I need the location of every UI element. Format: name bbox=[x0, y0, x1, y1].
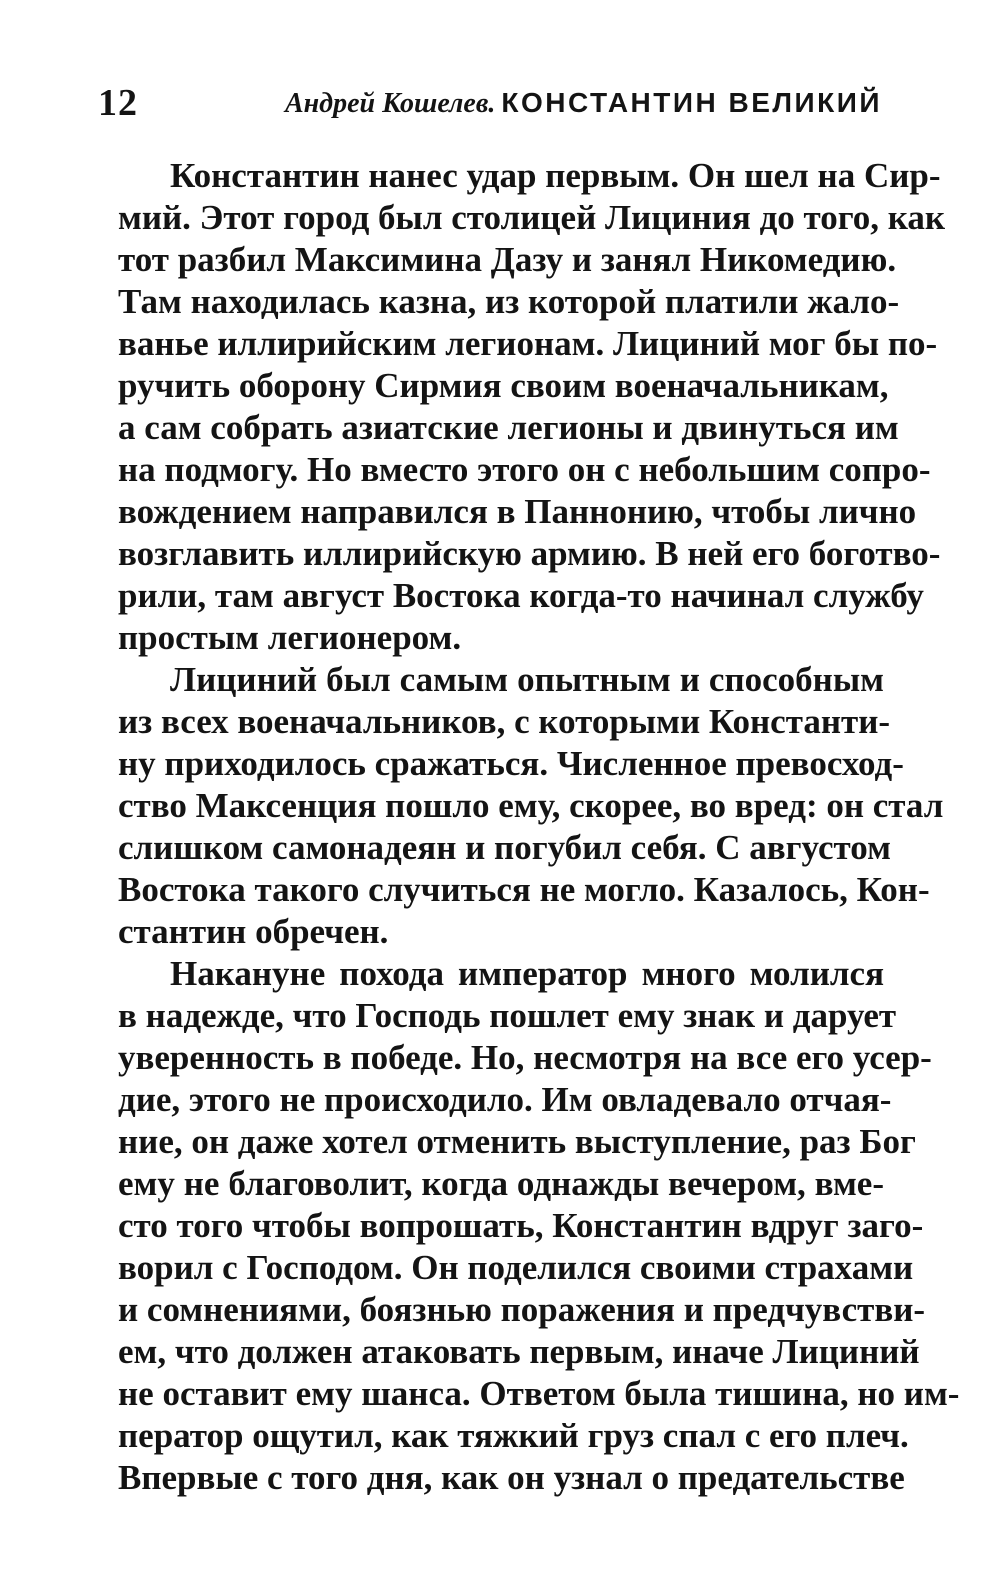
text-line: Лициний был самым опытным и способным bbox=[170, 660, 884, 699]
text-line: возглавить иллирийскую армию. В ней его боготво- bbox=[118, 534, 941, 573]
text-line: ние, он даже хотел отменить выступление, раз Бог bbox=[118, 1122, 916, 1161]
text-line: мий. Этот город был столицей Лициния до того, как bbox=[118, 198, 946, 237]
body-text bbox=[118, 155, 960, 1499]
text-line: Впервые с того дня, как он узнал о предательстве bbox=[118, 1458, 905, 1497]
text-line: а сам собрать азиатские легионы и двинуться им bbox=[118, 408, 899, 447]
running-head bbox=[98, 78, 882, 128]
text-line: ворил с Господом. Он поделился своими страхами bbox=[118, 1248, 914, 1287]
text-line: и сомнениями, боязнью поражения и предчувстви- bbox=[118, 1290, 926, 1329]
text-line: в надежде, что Господь пошлет ему знак и дарует bbox=[118, 996, 897, 1035]
book-title: КОНСТАНТИН ВЕЛИКИЙ bbox=[501, 87, 882, 118]
text-line: уверенность в победе. Но, несмотря на все его усер- bbox=[118, 1038, 932, 1077]
text-line: тот разбил Максимина Дазу и занял Никомедию. bbox=[118, 240, 897, 279]
text-line: из всех военачальников, с которыми Константи- bbox=[118, 702, 891, 741]
text-line: Там находилась казна, из которой платили жало- bbox=[118, 282, 900, 321]
text-line: слишком самонадеян и погубил себя. С августом bbox=[118, 828, 891, 867]
author-name: Андрей Кошелев. bbox=[284, 88, 496, 119]
text-line: Константин нанес удар первым. Он шел на Сир- bbox=[170, 156, 941, 195]
text-line: Накануне похода император много молился bbox=[170, 954, 884, 993]
page-number: 12 bbox=[98, 82, 138, 124]
text-line: ство Максенция пошло ему, скорее, во вред: он стал bbox=[118, 786, 944, 825]
text-line: ем, что должен атаковать первым, иначе Лициний bbox=[118, 1332, 920, 1371]
text-line: ему не благоволит, когда однажды вечером, вме- bbox=[118, 1164, 884, 1203]
text-line: сто того чтобы вопрошать, Константин вдруг заго- bbox=[118, 1206, 924, 1245]
text-line: дие, этого не происходило. Им овладевало отчая- bbox=[118, 1080, 892, 1119]
text-line: ручить оборону Сирмия своим военачальникам, bbox=[118, 366, 889, 405]
text-line: стантин обречен. bbox=[118, 912, 389, 951]
text-line: ператор ощутил, как тяжкий груз спал с его плеч. bbox=[118, 1416, 909, 1455]
text-line: рили, там август Востока когда-то начинал службу bbox=[118, 576, 924, 615]
text-line: не оставит ему шанса. Ответом была тишина, но им- bbox=[118, 1374, 960, 1413]
running-title bbox=[285, 78, 882, 133]
text-line: Востока такого случиться не могло. Казалось, Кон- bbox=[118, 870, 930, 909]
text-line: на подмогу. Но вместо этого он с небольшим сопро- bbox=[118, 450, 931, 489]
text-line: ну приходилось сражаться. Численное превосход- bbox=[118, 744, 904, 783]
text-line: ванье иллирийским легионам. Лициний мог бы по- bbox=[118, 324, 938, 363]
text-line: простым легионером. bbox=[118, 618, 462, 657]
text-line: вождением направился в Паннонию, чтобы лично bbox=[118, 492, 917, 531]
